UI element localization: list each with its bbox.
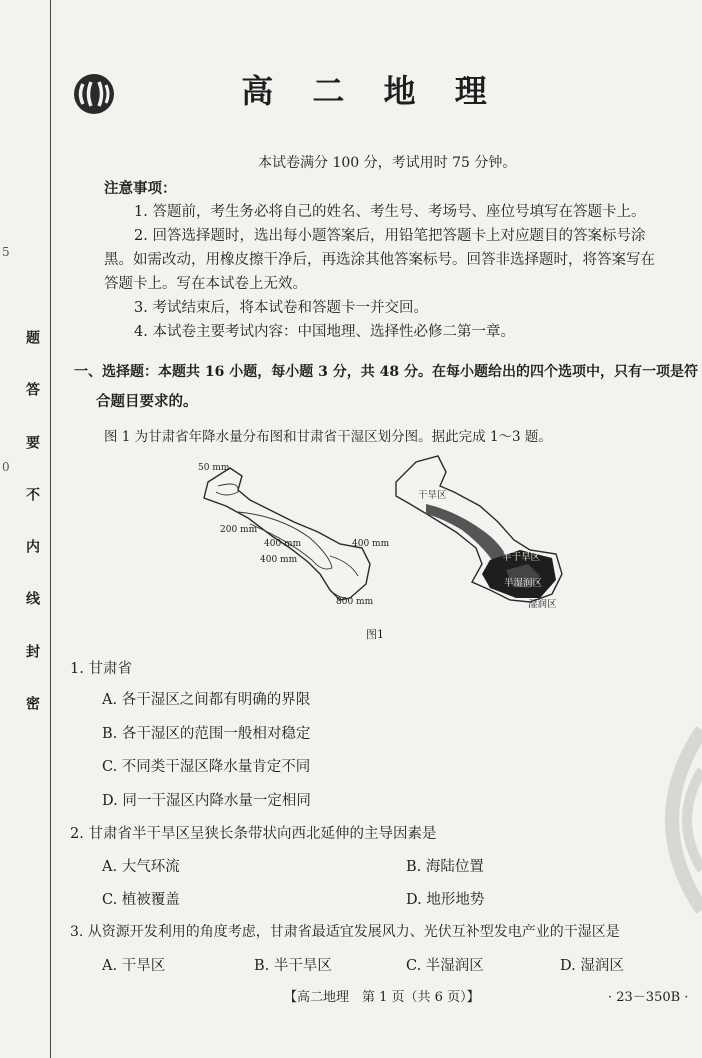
- isohyet-label: 50 mm: [198, 463, 230, 473]
- binding-margin-text: [22, 330, 42, 710]
- section-heading: 一、选择题：本题共 16 小题，每小题 3 分，共 48 分。在每小题给出的四个选项中，只有一项是符: [74, 364, 698, 380]
- watermark-logo-icon: [632, 720, 702, 920]
- isohyet-label: 400 mm: [260, 555, 298, 565]
- notice-item: 3. 考试结束后，将本试卷和答题卡一并交回。: [134, 300, 428, 316]
- question-1-option-d: D. 同一干湿区内降水量一定相同: [102, 793, 311, 809]
- exam-code: · 23－350B ·: [608, 990, 689, 1005]
- section-heading-cont: 合题目要求的。: [96, 393, 198, 410]
- question-2-stem: 2. 甘肃省半干旱区呈狭长条带状向西北延伸的主导因素是: [70, 826, 437, 842]
- question-3-stem: 3. 从资源开发利用的角度考虑，甘肃省最适宜发展风力、光伏互补型发电产业的干湿区是: [70, 924, 620, 940]
- notice-heading: 注意事项：: [104, 180, 177, 197]
- page-title: 高 二 地 理: [241, 72, 501, 110]
- figure-intro: 图 1 为甘肃省年降水量分布图和甘肃省干湿区划分图。据此完成 1～3 题。: [104, 429, 552, 445]
- question-3-option-a: A. 干旱区: [102, 958, 166, 974]
- isohyet-label: 200 mm: [220, 525, 258, 535]
- margin-mark: 5: [2, 245, 10, 259]
- figure-caption: 图1: [366, 628, 384, 641]
- question-2-option-a: A. 大气环流: [102, 859, 180, 875]
- question-1-option-a: A. 各干湿区之间都有明确的界限: [102, 692, 311, 708]
- page-footer: 【高二地理 第 1 页（共 6 页）】: [284, 990, 480, 1005]
- isohyet-label: 800 mm: [336, 597, 374, 607]
- question-3-option-d: D. 湿润区: [560, 958, 624, 974]
- isohyet-label: 400 mm: [264, 539, 302, 549]
- notice-item: 答题卡上。写在本试卷上无效。: [104, 276, 307, 292]
- question-2-option-d: D. 地形地势: [406, 892, 485, 908]
- question-1-option-c: C. 不同类干湿区降水量肯定不同: [102, 759, 311, 775]
- notice-item: 1. 答题前，考生务必将自己的姓名、考生号、考场号、座位号填写在答题卡上。: [134, 204, 646, 220]
- binding-line: [50, 0, 51, 1058]
- margin-char: 封: [24, 643, 40, 658]
- question-2-option-c: C. 植被覆盖: [102, 892, 180, 908]
- isohyet-label: 400 mm: [352, 539, 390, 549]
- notice-item: 2. 回答选择题时，选出每小题答案后，用铅笔把答题卡上对应题目的答案标号涂: [134, 228, 646, 244]
- question-3-option-c: C. 半湿润区: [406, 958, 484, 974]
- exam-intro: 本试卷满分 100 分，考试用时 75 分钟。: [258, 155, 517, 171]
- margin-char: 密: [24, 695, 40, 710]
- margin-char: 答: [24, 382, 40, 397]
- margin-char: 要: [24, 434, 40, 449]
- zone-label-semiarid: 半干旱区: [502, 552, 541, 563]
- margin-mark: 0: [2, 460, 10, 474]
- margin-char: 不: [24, 486, 40, 501]
- question-3-option-b: B. 半干旱区: [254, 958, 332, 974]
- zone-label-arid: 干旱区: [418, 490, 447, 501]
- margin-char: 线: [24, 591, 40, 606]
- zone-label-humid: 湿润区: [528, 599, 557, 610]
- notice-item: 4. 本试卷主要考试内容：中国地理、选择性必修二第一章。: [134, 324, 515, 340]
- margin-char: 内: [24, 539, 40, 554]
- question-2-option-b: B. 海陆位置: [406, 859, 484, 875]
- question-1-stem: 1. 甘肃省: [70, 661, 132, 677]
- margin-char: 题: [24, 330, 40, 344]
- notice-item: 黑。如需改动，用橡皮擦干净后，再选涂其他答案标号。回答非选择题时，将答案写在: [104, 252, 655, 268]
- gansu-map-figure: [190, 452, 590, 622]
- zone-label-subhumid: 半湿润区: [504, 578, 543, 589]
- question-1-option-b: B. 各干湿区的范围一般相对稳定: [102, 726, 311, 742]
